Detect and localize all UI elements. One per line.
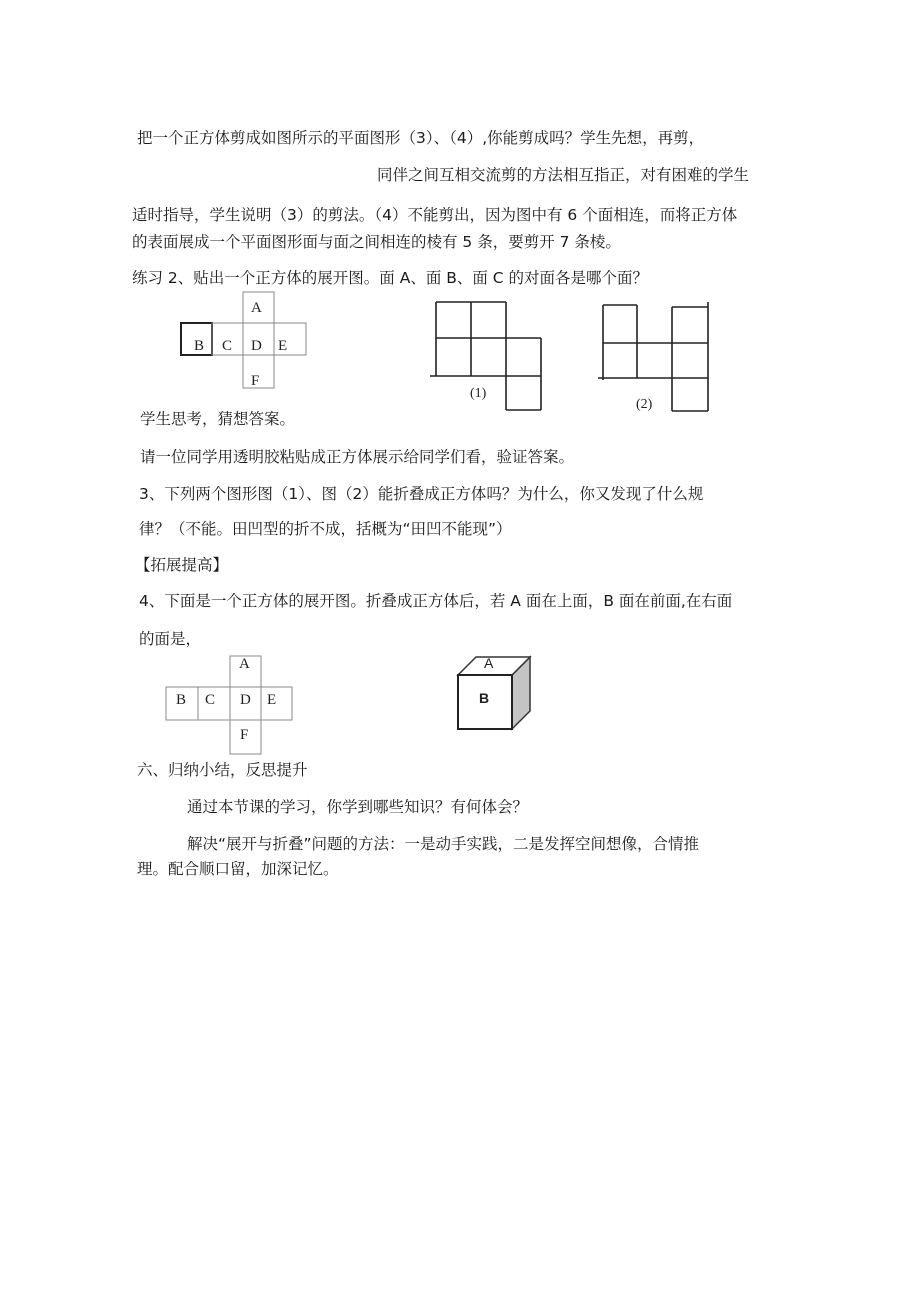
paragraph-14: 通过本节课的学习，你学到哪些知识？有何体会？ xyxy=(187,798,529,816)
net1-label-d: D xyxy=(251,338,262,354)
net1-label-b: B xyxy=(194,338,205,354)
paragraph-6: 学生思考，猜想答案。 xyxy=(140,410,296,428)
net2-label-f: F xyxy=(240,727,249,743)
paragraph-3: 适时指导，学生说明（3）的剪法。（4）不能剪出，因为图中有 6 个面相连，而将正方体 xyxy=(132,206,738,224)
cube-label-top: A xyxy=(484,655,494,671)
net2-label-a: A xyxy=(239,656,250,672)
net1-label-c: C xyxy=(222,338,233,354)
net2-label-e: E xyxy=(267,692,277,708)
section-heading-extension: 【拓展提高】 xyxy=(135,556,229,574)
figure-1-caption: (1) xyxy=(470,386,487,401)
paragraph-7: 请一位同学用透明胶粘贴成正方体展示给同学们看，验证答案。 xyxy=(140,448,575,466)
net1-label-f: F xyxy=(251,373,260,389)
net2-label-b: B xyxy=(176,692,187,708)
cube-label-front: B xyxy=(479,690,490,706)
paragraph-12: 的面是， xyxy=(139,630,202,648)
net1-label-e: E xyxy=(278,338,288,354)
paragraph-8: 3、下列两个图形图（1）、图（2）能折叠成正方体吗？为什么，你又发现了什么规 xyxy=(139,485,704,503)
paragraph-9: 律？（不能。田凹型的折不成，括概为“田凹不能现”） xyxy=(139,520,512,538)
paragraph-15: 解决“展开与折叠”问题的方法：一是动手实践，二是发挥空间想像，合情推 xyxy=(187,835,700,853)
net2-label-c: C xyxy=(205,692,216,708)
section-heading-summary: 六、归纳小结，反思提升 xyxy=(137,761,308,779)
paragraph-2: 同伴之间互相交流剪的方法相互指正，对有困难的学生 xyxy=(377,166,750,184)
paragraph-16: 理。配合顺口留，加深记忆。 xyxy=(137,860,339,878)
figure-2-caption: (2) xyxy=(636,397,653,412)
net2-label-d: D xyxy=(240,692,251,708)
net1-label-a: A xyxy=(251,300,262,316)
paragraph-11: 4、下面是一个正方体的展开图。折叠成正方体后，若 A 面在上面，B 面在前面,在右面 xyxy=(139,592,733,610)
paragraph-1: 把一个正方体剪成如图所示的平面图形（3）、（4）,你能剪成吗？学生先想，再剪， xyxy=(137,129,705,147)
exercise-2-heading: 练习 2、贴出一个正方体的展开图。面 A、面 B、面 C 的对面各是哪个面？ xyxy=(132,269,649,287)
paragraph-4: 的表面展成一个平面图形面与面之间相连的棱有 5 条，要剪开 7 条棱。 xyxy=(132,233,621,251)
